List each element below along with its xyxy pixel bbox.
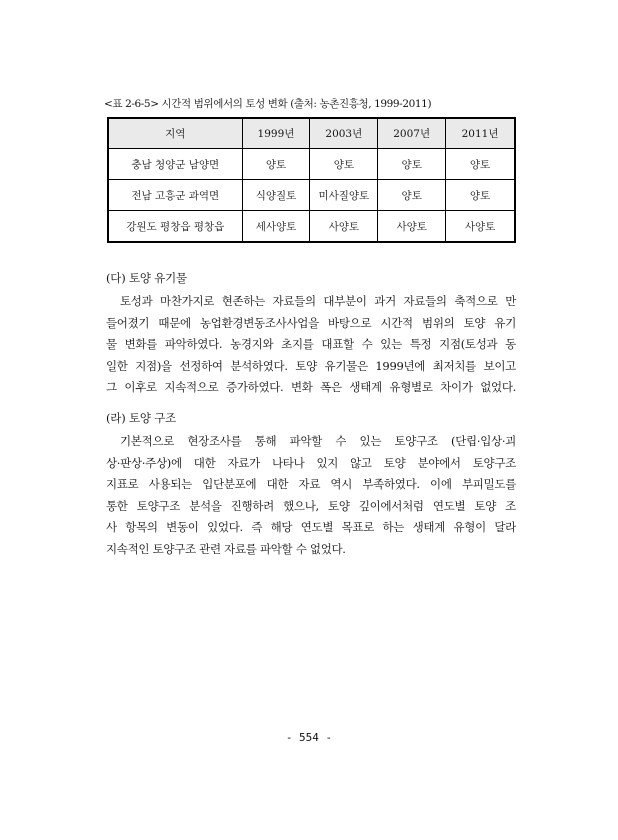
table-cell: 식양질토 <box>242 180 310 211</box>
paragraph-soil-structure <box>106 431 516 560</box>
paragraph-line: 일한 지점)을 선정하여 분석하였다. 토양 유기물은 1999년에 최저치를 보이고 <box>106 358 516 373</box>
header-2011: 2011년 <box>446 118 515 149</box>
section-title-organic-matter: (다) 토양 유기물 <box>106 271 187 285</box>
table-cell: 양토 <box>446 149 515 180</box>
paragraph-line: 통한 토양구조 분석을 진행하려 했으나, 토양 깊이에서처럼 연도별 토양 조 <box>106 498 516 513</box>
paragraph-line: 지속적인 토양구조 관련 자료를 파악할 수 없었다. <box>106 541 346 556</box>
page-number: - 554 - <box>285 731 333 744</box>
table-cell: 충남 청양군 남양면 <box>108 149 242 180</box>
table-cell: 사양토 <box>446 211 515 243</box>
table-header-row <box>108 118 515 149</box>
table-cell: 양토 <box>242 149 310 180</box>
table-cell: 전남 고흥군 과역면 <box>108 180 242 211</box>
table-cell: 세사양토 <box>242 211 310 243</box>
paragraph-organic-matter <box>106 291 516 399</box>
table-cell: 양토 <box>310 149 378 180</box>
table-cell: 강원도 평창읍 평창읍 <box>108 211 242 243</box>
paragraph-line: 사 항목의 변동이 있었다. 즉 해당 연도별 목표로 하는 생태계 유형이 달라 <box>106 520 516 534</box>
header-1999: 1999년 <box>242 118 310 149</box>
soil-texture-table <box>107 117 516 243</box>
section-title-soil-structure: (라) 토양 구조 <box>106 411 177 425</box>
table-caption: <표 2-6-5> 시간적 범위에서의 토성 변화 (출처: 농촌진흥청, 1999-2011) <box>104 98 432 110</box>
table-cell: 양토 <box>378 149 446 180</box>
table-row <box>108 180 515 211</box>
table-cell: 양토 <box>446 180 515 211</box>
paragraph-line: 그 이후로 지속적으로 증가하였다. 변화 폭은 생태계 유형별로 차이가 없었다. <box>106 380 516 394</box>
table-row <box>108 211 515 243</box>
header-region: 지역 <box>108 118 242 149</box>
paragraph-line: 토성과 마찬가지로 현존하는 자료들의 대부분이 과거 자료들의 축적으로 만 <box>120 294 516 308</box>
header-2007: 2007년 <box>378 118 446 149</box>
paragraph-line: 상·판상·주상)에 대한 자료가 나타나 있지 않고 토양 분야에서 토양구조 <box>106 455 516 470</box>
table-cell: 사양토 <box>378 211 446 243</box>
paragraph-line: 지표로 사용되는 입단분포에 대한 자료 역시 부족하였다. 이에 부피밀도를 <box>106 477 516 491</box>
paragraph-line: 들어졌기 때문에 농업환경변동조사사업을 바탕으로 시간적 범위의 토양 유기 <box>106 315 516 330</box>
header-2003: 2003년 <box>310 118 378 149</box>
paragraph-line: 기본적으로 현장조사를 통해 파악할 수 있는 토양구조 (단립·입상·괴 <box>120 434 516 448</box>
paragraph-line: 물 변화를 파악하였다. 농경지와 초지를 대표할 수 있는 특정 지점(토성과 동 <box>106 337 516 351</box>
table-cell: 사양토 <box>310 211 378 243</box>
table-row <box>108 149 515 180</box>
table-cell: 양토 <box>378 180 446 211</box>
table-cell: 미사질양토 <box>310 180 378 211</box>
